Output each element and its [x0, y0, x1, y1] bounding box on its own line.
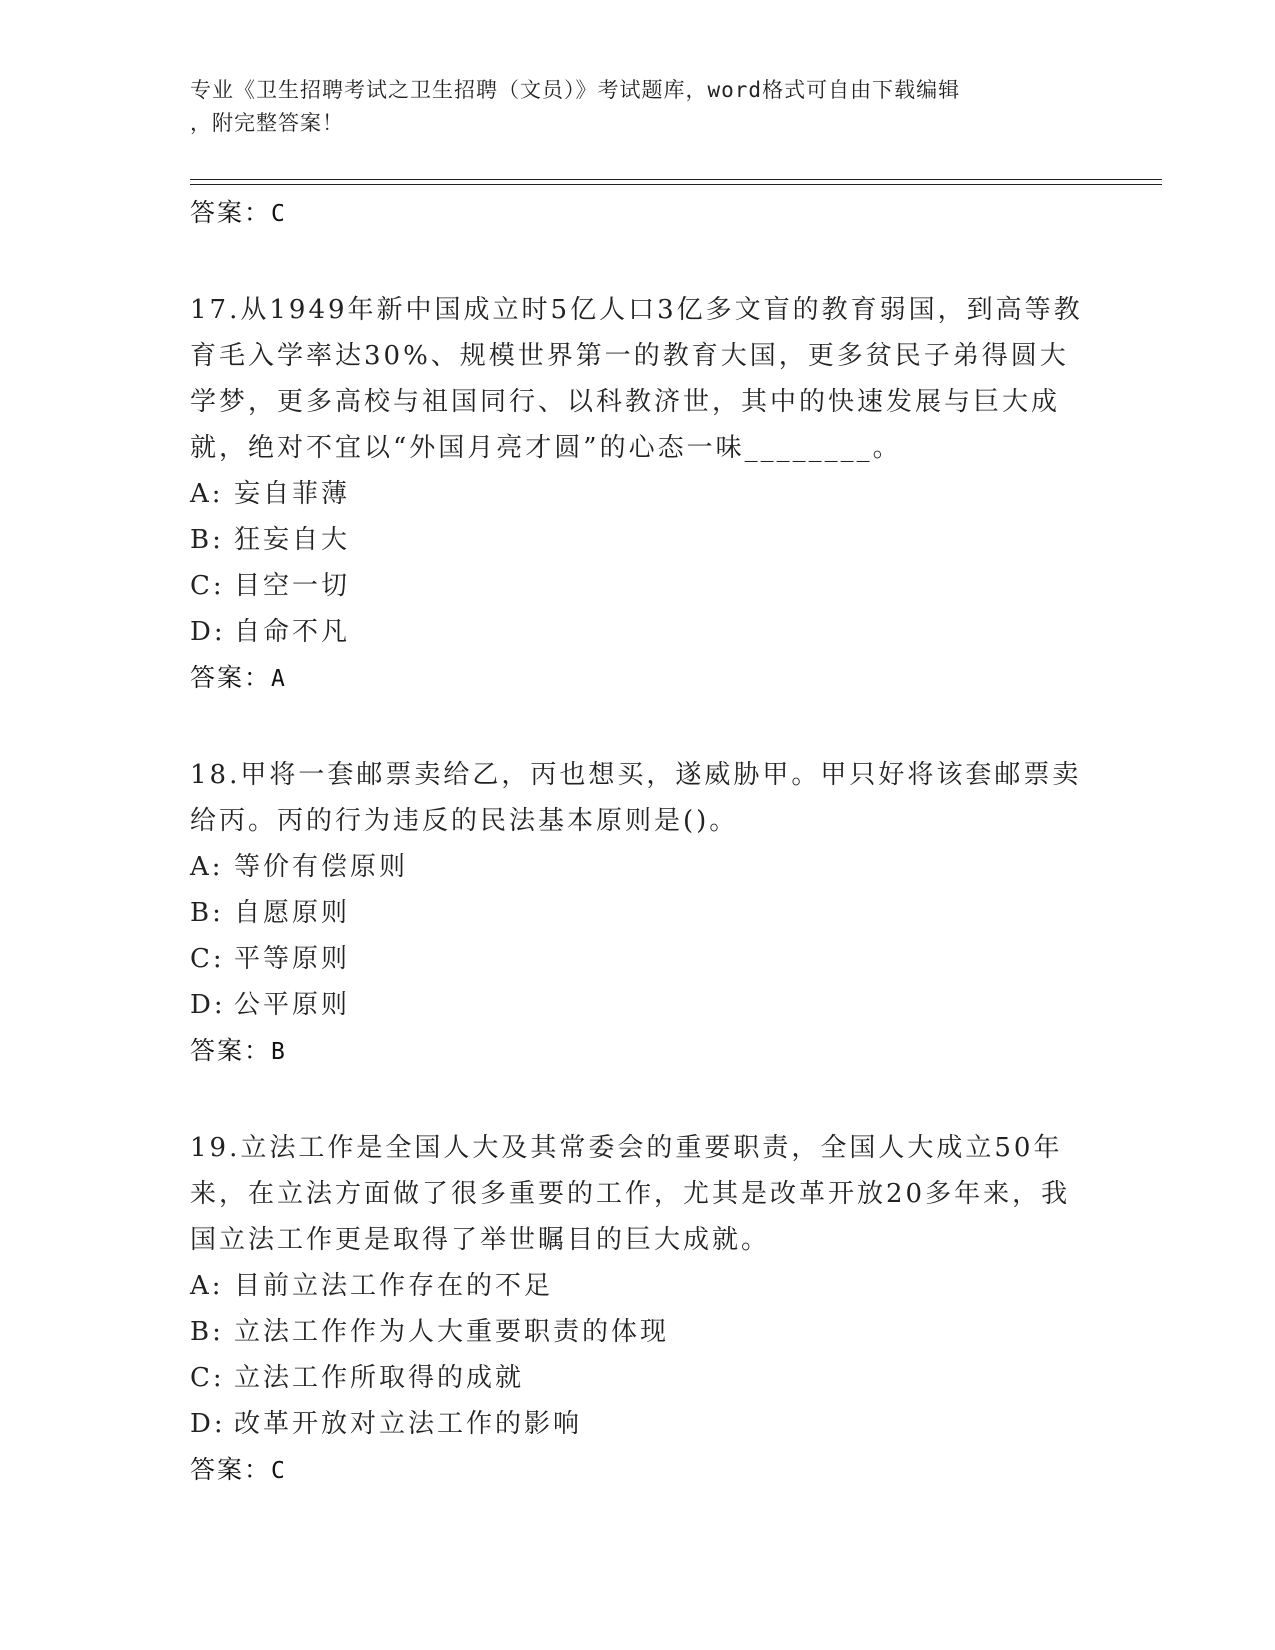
- option-c: [190, 563, 1090, 609]
- option-a: [190, 471, 1090, 517]
- answer-label: 答案：: [190, 1455, 272, 1484]
- option-d: [190, 609, 1090, 655]
- option-d: [190, 982, 1090, 1028]
- option-letter: C:: [190, 571, 225, 601]
- question-text: [190, 1125, 1090, 1263]
- answer-line-q16: [190, 190, 1090, 236]
- answer-label: 答案：: [190, 1036, 272, 1065]
- option-c: [190, 1355, 1090, 1401]
- option-text: 等价有偿原则: [234, 852, 409, 882]
- option-letter: B:: [190, 525, 224, 555]
- answer-value: C: [271, 201, 287, 227]
- option-a: [190, 1263, 1090, 1309]
- option-letter: D:: [190, 990, 226, 1020]
- option-letter: A:: [190, 852, 224, 882]
- option-a: [190, 844, 1090, 890]
- question-text: [190, 287, 1090, 471]
- answer-label: 答案：: [190, 198, 272, 227]
- answer-line: [190, 1028, 1090, 1074]
- question-block-19: [190, 1125, 1090, 1493]
- option-text: 改革开放对立法工作的影响: [234, 1409, 583, 1439]
- option-b: [190, 1309, 1090, 1355]
- option-letter: B:: [190, 1317, 224, 1347]
- answer-value: B: [271, 1039, 287, 1065]
- option-letter: C:: [190, 1363, 225, 1393]
- option-text: 目前立法工作存在的不足: [234, 1271, 554, 1301]
- answer-value: A: [271, 666, 287, 692]
- question-number: 17.: [190, 295, 241, 325]
- answer-line: [190, 655, 1090, 701]
- option-b: [190, 517, 1090, 563]
- question-number: 18.: [190, 760, 241, 790]
- question-text: [190, 752, 1090, 844]
- question-block-17: [190, 287, 1090, 701]
- option-letter: B:: [190, 898, 224, 928]
- question-number: 19.: [190, 1133, 241, 1163]
- header-divider-top: [190, 179, 1162, 180]
- question-stem: 立法工作是全国人大及其常委会的重要职责，全国人大成立50年来，在立法方面做了很多重要的工作，尤其是改革开放20多年来，我国立法工作更是取得了举世瞩目的巨大成就。: [190, 1133, 1071, 1255]
- option-text: 自命不凡: [234, 617, 351, 647]
- option-text: 狂妄自大: [234, 525, 351, 555]
- question-block-18: [190, 752, 1090, 1074]
- option-text: 自愿原则: [234, 898, 351, 928]
- answer-value: C: [271, 1458, 287, 1484]
- option-letter: A:: [190, 479, 224, 509]
- option-c: [190, 936, 1090, 982]
- document-header: [190, 74, 1090, 140]
- option-d: [190, 1401, 1090, 1447]
- option-text: 妄自菲薄: [234, 479, 351, 509]
- option-text: 公平原则: [234, 990, 351, 1020]
- option-letter: D:: [190, 617, 226, 647]
- answer-label: 答案：: [190, 663, 272, 692]
- option-text: 平等原则: [234, 944, 351, 974]
- option-letter: D:: [190, 1409, 226, 1439]
- option-letter: C:: [190, 944, 225, 974]
- option-letter: A:: [190, 1271, 224, 1301]
- answer-line: [190, 1447, 1090, 1493]
- header-line-1: 专业《卫生招聘考试之卫生招聘（文员）》考试题库，word格式可自由下载编辑: [190, 78, 961, 102]
- question-stem: 甲将一套邮票卖给乙，丙也想买，遂威胁甲。甲只好将该套邮票卖给丙。丙的行为违反的民法基本原则是()。: [190, 760, 1082, 836]
- option-text: 目空一切: [234, 571, 351, 601]
- header-line-2: ，附完整答案！: [190, 111, 344, 135]
- header-divider-bottom: [190, 184, 1162, 185]
- question-list: [190, 190, 1090, 1493]
- question-stem: 从1949年新中国成立时5亿人口3亿多文盲的教育弱国，到高等教育毛入学率达30%、规模世界第一的教育大国，更多贫民子弟得圆大学梦，更多高校与祖国同行、以科教济世，其中的快速发展与巨大成就，绝对不宜以“外国月亮才圆”的心态一味________。: [190, 295, 1083, 463]
- option-text: 立法工作作为人大重要职责的体现: [234, 1317, 670, 1347]
- option-text: 立法工作所取得的成就: [234, 1363, 525, 1393]
- option-b: [190, 890, 1090, 936]
